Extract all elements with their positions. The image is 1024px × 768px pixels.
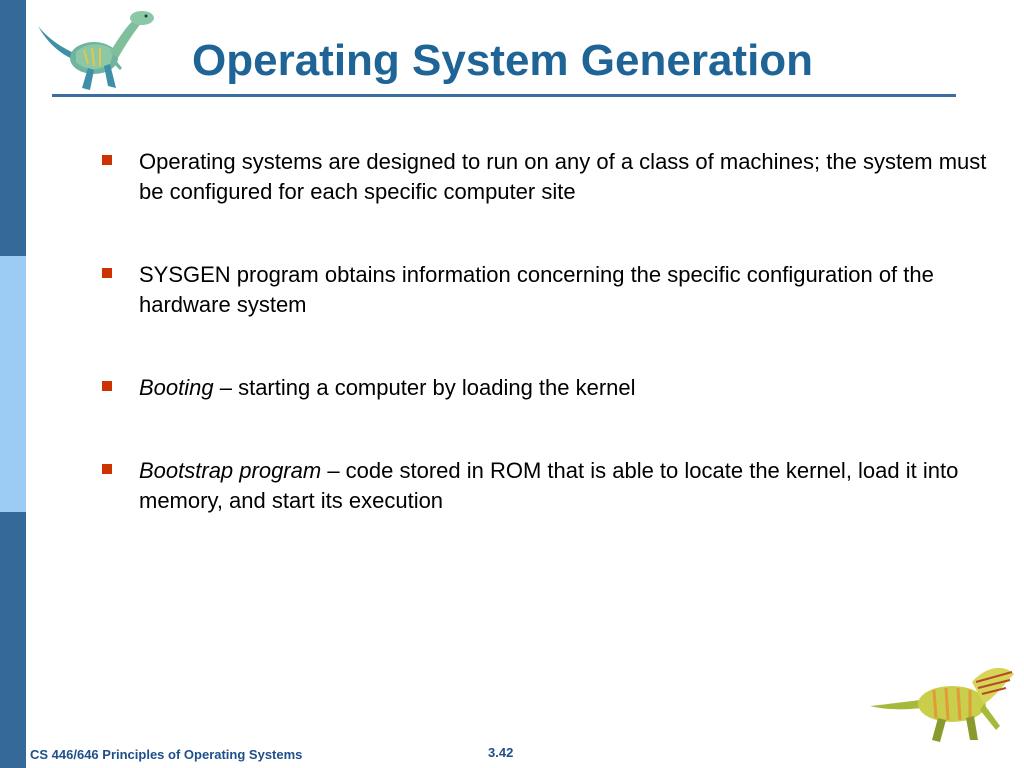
footer-course-title: CS 446/646 Principles of Operating Systems xyxy=(30,747,303,762)
bullet-text xyxy=(139,147,1009,207)
bullet-body: – code stored in ROM that is able to locate the kernel, load it into memory, and start its execution xyxy=(139,458,959,513)
bullet-body: SYSGEN program obtains information concerning the specific configuration of the hardware system xyxy=(139,262,934,317)
bullet-square-icon xyxy=(102,464,112,474)
sidebar-segment-top xyxy=(0,0,26,256)
sidebar-segment-middle xyxy=(0,256,26,512)
dinosaur-logo-icon xyxy=(868,660,1016,744)
bullet-body: Operating systems are designed to run on any of a class of machines; the system must be configured for each specific computer site xyxy=(139,149,987,204)
bullet-text xyxy=(139,456,1009,516)
left-sidebar-stripe xyxy=(0,0,26,768)
bullet-term: Bootstrap program xyxy=(139,458,322,483)
bullet-square-icon xyxy=(102,381,112,391)
footer-page-number: 3.42 xyxy=(488,745,514,760)
bullet-term: Booting xyxy=(139,375,214,400)
bullet-square-icon xyxy=(102,155,112,165)
sidebar-segment-bottom xyxy=(0,512,26,768)
bullet-text xyxy=(139,260,1009,320)
bullet-body: – starting a computer by loading the kernel xyxy=(213,375,636,400)
bullet-square-icon xyxy=(102,268,112,278)
dinosaur-logo-icon xyxy=(36,6,158,94)
title-divider xyxy=(52,94,956,97)
slide-title: Operating System Generation xyxy=(192,36,814,85)
bullet-text xyxy=(139,373,1009,403)
